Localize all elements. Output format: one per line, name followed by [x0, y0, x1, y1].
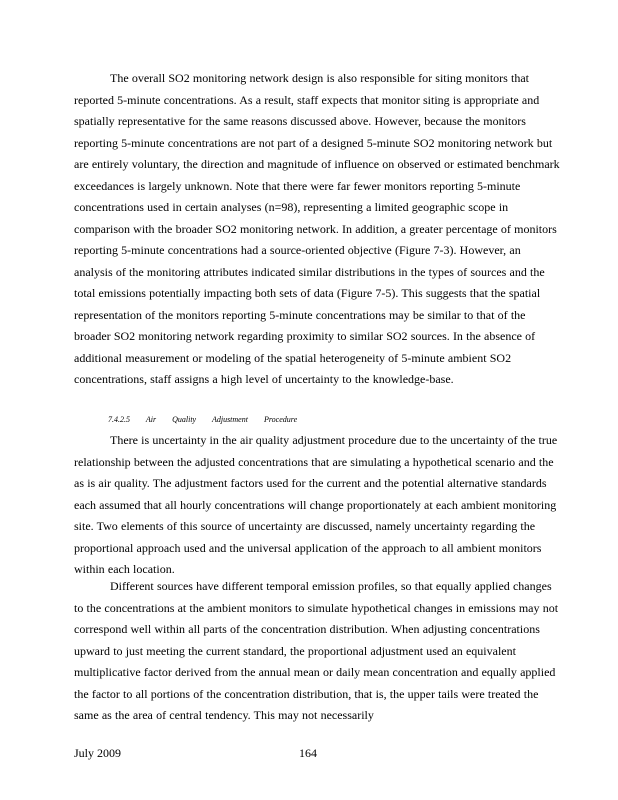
paragraph-adjustment-uncertainty: There is uncertainty in the air quality adjustment procedure due to the uncertainty of the true relationship between the adjusted concentrations that are simulating a hypothetical scenario and the as is air quality. The adjustment factors used for the current and the potential alternative standards each assumed that all hourly concentrations will change proportionately at each ambient monitoring site. Two elements of this source of uncertainty are discussed, namely uncertainty regarding the proportional approach used and the universal application of the approach to all ambient monitors within each location.: [74, 433, 558, 576]
footer-date: July 2009: [74, 746, 122, 760]
section-heading: [108, 414, 311, 426]
paragraph-temporal-profiles: Different sources have different temporal emission profiles, so that equally applied changes to the concentrations at the ambient monitors to simulate hypothetical changes in emissions may not correspond well within all parts of the concentration distribution. When adjusting concentrations upward to just meeting the current standard, the proportional adjustment used an equivalent multiplicative factor derived from the annual mean or daily mean concentration and equally applied the factor to all portions of the concentration distribution, that is, the upper tails were treated the same as the area of central tendency. This may not necessarily: [74, 579, 559, 722]
page-number: 164: [299, 746, 317, 760]
section-title-word: Procedure: [263, 415, 298, 424]
section-number: 7.4.2.5: [108, 415, 130, 424]
section-title-word: Air: [145, 415, 157, 424]
section-title-word: Adjustment: [211, 415, 248, 424]
paragraph-monitoring-network: The overall SO2 monitoring network design is also responsible for siting monitors that reported 5-minute concentrations. As a result, staff expects that monitor siting is appropriate and spatially representative for the same reasons discussed above. However, because the monitors reporting 5-minute concentrations are not part of a designed 5-minute SO2 monitoring network but are entirely voluntary, the direction and magnitude of influence on observed or estimated benchmark exceedances is largely unknown. Note that there were far fewer monitors reporting 5-minute concentrations used in certain analyses (n=98), representing a limited geographic scope in comparison with the broader SO2 monitoring network. In addition, a greater percentage of monitors reporting 5-minute concentrations had a source-oriented objective (Figure 7-3). However, an analysis of the monitoring attributes indicated similar distributions in the types of sources and the total emissions potentially impacting both sets of data (Figure 7-5). This suggests that the spatial representation of the monitors reporting 5-minute concentrations may be similar to that of the broader SO2 monitoring network regarding proximity to similar SO2 sources. In the absence of additional measurement or modeling of the spatial heterogeneity of 5-minute ambient SO2 concentrations, staff assigns a high level of uncertainty to the knowledge-base.: [74, 71, 560, 386]
section-title-word: Quality: [172, 415, 197, 424]
